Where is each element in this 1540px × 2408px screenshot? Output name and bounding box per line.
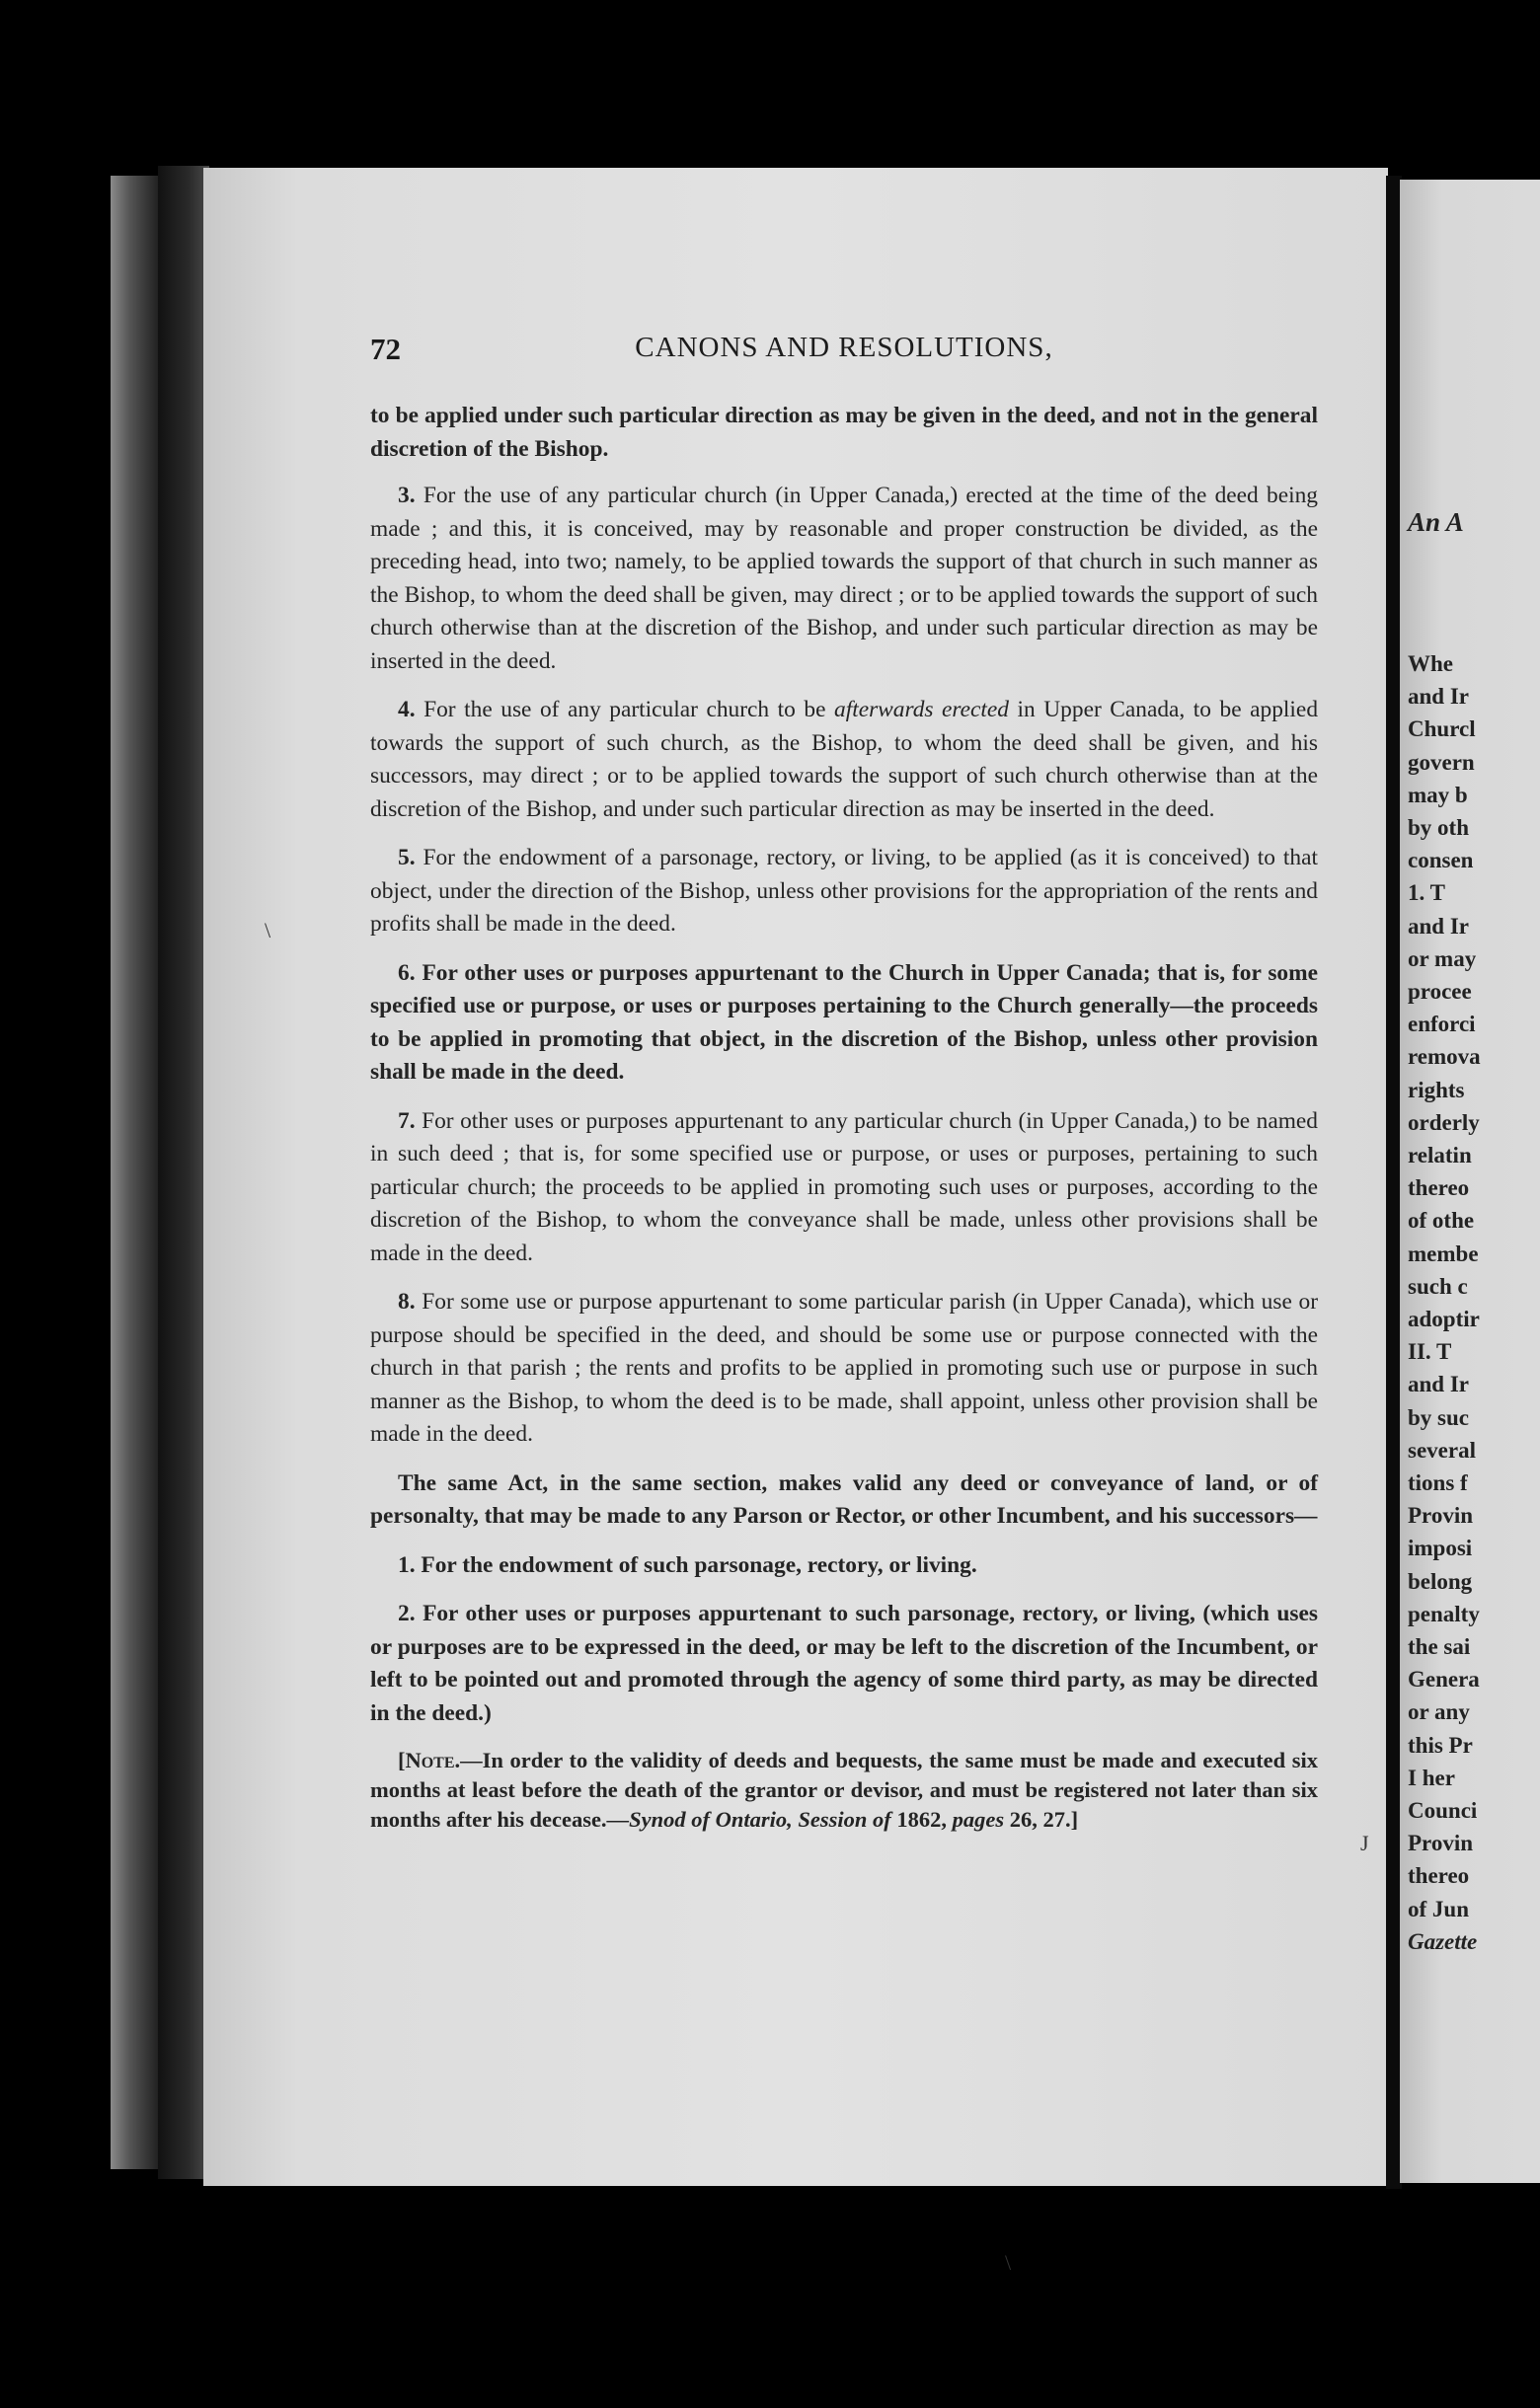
paragraph-sub-1 [370,1549,1318,1583]
facing-line: orderly [1408,1109,1480,1135]
facing-line: thereo [1408,1863,1470,1889]
scan-mark: \ [265,918,271,942]
item-text: For the endowment of such parsonage, rectory, or living. [421,1551,977,1578]
facing-line: or any [1408,1699,1470,1725]
facing-line: 1. T [1408,880,1445,906]
facing-line: of Jun [1408,1896,1469,1921]
facing-line: by oth [1408,815,1469,840]
facing-line: procee [1408,979,1472,1004]
facing-line: II. T [1408,1339,1452,1365]
paragraph-item-8 [370,1286,1318,1452]
note-pages: 26, 27.] [1004,1807,1079,1832]
item-number: 1. [398,1551,416,1578]
facing-line: rights [1408,1077,1465,1102]
facing-line: and Ir [1408,1372,1469,1397]
item-emphasis: afterwards erected [834,697,1010,722]
facing-line: consen [1408,848,1474,873]
item-text: For other uses or purposes appurtenant to such parsonage, rectory, or living, (which uses or purposes are to be expressed in the deed, or may be left to the discretion of the Incumbent, or left to be pointed out and promoted through the agency of some third party, as may be directed in the deed.) [370,1601,1318,1726]
item-text: For other uses or purposes appurtenant to any particular church (in Upper Canada,) to be named in such deed ; that is, for some specified use or purpose, or uses or purposes, pertaining to such particular church; the proceeds to be applied in promoting such uses or purposes, according to the discretion of the Bishop, to whom the conveyance shall be made, unless other provisions shall be made in the deed. [370,1107,1318,1266]
facing-line: of othe [1408,1208,1475,1234]
item-number: 7. [398,1107,416,1134]
paragraph-item-3 [370,480,1318,678]
facing-line: adoptir [1408,1307,1480,1331]
facing-line: Churcl [1408,716,1476,742]
paragraph-item-5 [370,842,1318,941]
facing-line: relatin [1408,1143,1472,1167]
item-text: For the use of any particular church to be [424,697,834,722]
facing-line: the sai [1408,1634,1471,1659]
item-number: 6. [398,959,416,986]
facing-line: tions f [1408,1470,1468,1495]
facing-line: Provin [1408,1503,1474,1529]
item-text: For the endowment of a parsonage, rectory, or living, to be applied (as it is conceived) to that object, under the direction of the Bishop, unless other provisions for the appropriation of the rents and profits shall be made in the deed. [370,845,1318,937]
paragraph-same-act: The same Act, in the same section, makes valid any deed or conveyance of land, or of personalty, that may be made to any Parson or Rector, or other Incumbent, and his successors— [370,1469,1318,1529]
facing-line: or may [1408,945,1477,971]
page-number: 72 [370,332,401,366]
footnote [370,1746,1318,1835]
facing-line: penalty [1408,1601,1480,1626]
paragraph-continuation: to be applied under such particular direction as may be given in the deed, and not in the general discretion of the Bishop. [370,403,1318,462]
facing-line: Provin [1408,1831,1474,1856]
facing-line: Whe [1408,651,1453,676]
facing-line: by suc [1408,1404,1469,1430]
facing-title: An A [1408,507,1464,537]
item-number: 8. [398,1289,416,1315]
facing-line: may b [1408,782,1468,807]
facing-line: this Pr [1408,1732,1473,1758]
facing-last-line: Gazette [1408,1928,1478,1954]
running-head: CANONS AND RESOLUTIONS, [635,332,1053,363]
scan-mark: J [1360,1831,1369,1855]
book-binding [158,166,209,2179]
facing-page [1400,180,1540,2183]
facing-line: I her [1408,1765,1455,1790]
facing-line: belong [1408,1568,1473,1594]
facing-line: and Ir [1408,913,1469,939]
facing-line: govern [1408,749,1475,775]
item-text: For the use of any particular church (in Upper Canada,) erected at the time of the deed being made ; and this, it is conceived, may by reasonable and proper construction be divided, as the preceding head, into two; namely, to be applied towards the support of that church in such manner as the Bishop, to whom the deed shall be given, may direct ; or to be applied towards the support of such church otherwise than at the discretion of the Bishop, and under such particular direction as may be inserted in the deed. [370,483,1318,674]
note-citation: Synod of Ontario, Session of [629,1807,891,1832]
paragraph-item-4 [370,694,1318,826]
item-text-after: in Upper Canada, to be applied towards the support of such church, as the Bishop, to whom the deed shall be given, and his successors, may direct ; or to be applied towards the support of such church otherwise than at the discretion of the Bishop, and under such particular direction as may be inserted in the deed. [370,697,1319,822]
facing-line: several [1408,1437,1476,1463]
facing-line: thereo [1408,1175,1470,1201]
note-year: 1862, [890,1807,953,1832]
scan-mark: \ [1005,2250,1012,2275]
note-label: [Note. [398,1748,461,1772]
item-number: 4. [398,697,416,722]
facing-line: Counci [1408,1798,1478,1823]
item-number: 5. [398,845,416,870]
item-number: 2. [398,1601,416,1626]
facing-line: membe [1408,1241,1479,1266]
facing-line: imposi [1408,1536,1473,1561]
facing-line: such c [1408,1273,1468,1299]
note-text: —In order to the validity of deeds and bequests, the same must be made and executed six months at least before the death of the grantor or devisor, and must be registered not later than six months after his decease.— [370,1748,1318,1832]
facing-line: and Ir [1408,684,1469,710]
page-body [370,400,1318,1850]
facing-line: enforci [1408,1012,1476,1037]
paragraph-sub-2 [370,1598,1318,1730]
item-text: For other uses or purposes appurtenant to the Church in Upper Canada; that is, for some specified use or purpose, or uses or purposes pertaining to the Church generally—the proceeds to be applied in promoting that object, in the discretion of the Bishop, unless other provision shall be made in the deed. [370,959,1318,1085]
item-text: For some use or purpose appurtenant to some particular parish (in Upper Canada), which use or purpose should be specified in the deed, and should be some use or purpose connected with the church in that parish ; the rents and profits to be applied in promoting such use or purpose in such manner as the Bishop, to whom the deed is to be made, shall appoint, unless other provision shall be made in the deed. [370,1289,1318,1447]
paragraph-item-7 [370,1105,1318,1271]
paragraph-item-6 [370,957,1318,1090]
facing-line: remova [1408,1044,1481,1070]
page-header [370,332,1318,381]
facing-line: Genera [1408,1667,1480,1693]
note-pages-label: pages [952,1807,1005,1832]
item-number: 3. [398,483,416,508]
book-edge [111,176,158,2169]
